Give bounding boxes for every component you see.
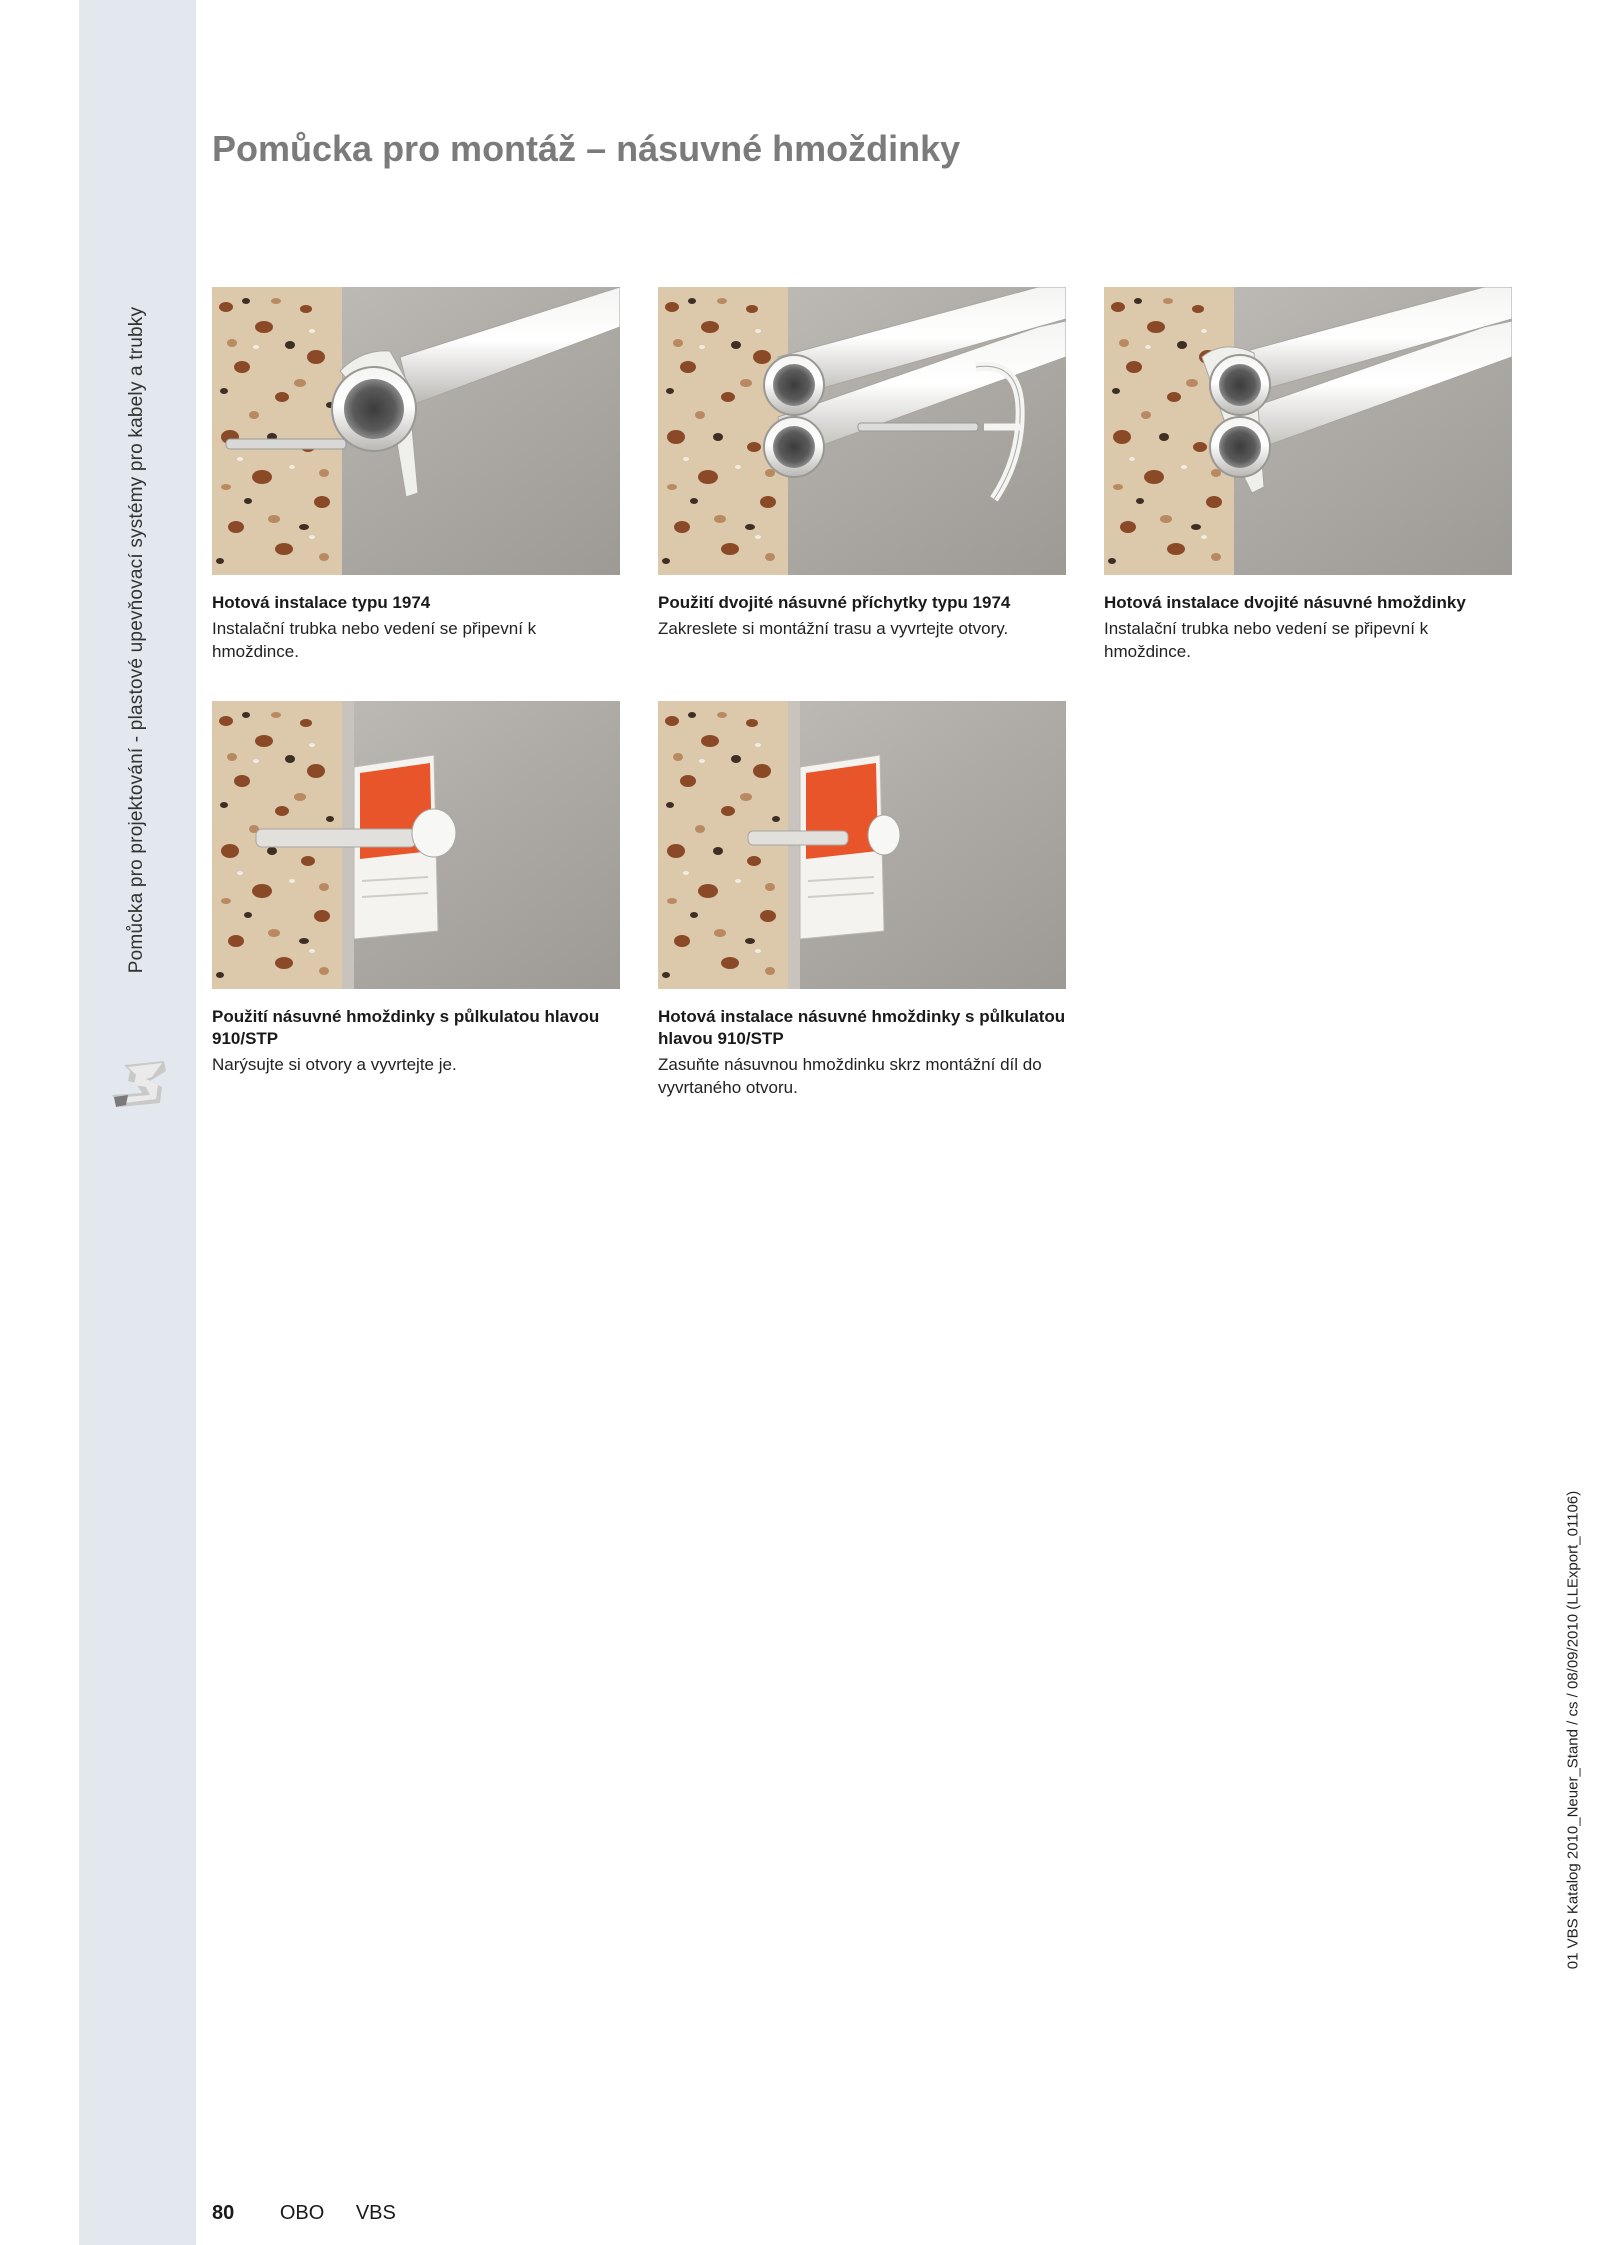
card-text: Instalační trubka nebo vedení se připevní k hmoždince.	[212, 619, 537, 661]
double-clip-drilling-photo	[658, 287, 1066, 575]
section-number-icon	[106, 1057, 172, 1109]
svg-text:3: 3	[106, 1057, 107, 1058]
card-text: Narýsujte si otvory a vyvrtejte je.	[212, 1055, 457, 1074]
instruction-card	[658, 701, 1066, 1099]
page-title: Pomůcka pro montáž – násuvné hmoždinky	[212, 128, 961, 169]
card-text: Zasuňte násuvnou hmoždinku skrz montážní díl do vyvrtaného otvoru.	[658, 1055, 1042, 1097]
dome-head-anchor-drilling-photo	[212, 701, 620, 989]
instruction-card	[658, 287, 1066, 640]
instruction-card	[212, 701, 620, 1076]
catalog-name: VBS	[355, 2202, 396, 2224]
card-heading: Hotová instalace typu 1974	[212, 593, 431, 612]
single-pipe-clip-photo	[212, 287, 620, 575]
double-pipe-clip-photo	[1104, 287, 1512, 575]
dome-head-anchor-installed-photo	[658, 701, 1066, 989]
sidebar-chapter-title: Pomůcka pro projektování - plastové upevňovací systémy pro kabely a trubky	[126, 306, 147, 974]
card-text: Instalační trubka nebo vedení se připevní k hmoždince.	[1104, 619, 1429, 661]
print-imprint: 01 VBS Katalog 2010_Neuer_Stand / cs / 08/09/2010 (LLExport_01106)	[1564, 1490, 1582, 1970]
card-heading: Hotová instalace dvojité násuvné hmoždinky	[1104, 593, 1466, 612]
page-footer	[212, 2202, 396, 2225]
instruction-card	[212, 287, 620, 663]
card-heading: Použití násuvné hmoždinky s půlkulatou hlavou 910/STP	[212, 1007, 600, 1048]
card-text: Zakreslete si montážní trasu a vyvrtejte otvory.	[658, 619, 1009, 638]
instruction-card	[1104, 287, 1512, 663]
card-heading: Použití dvojité násuvné příchytky typu 1974	[658, 593, 1011, 612]
card-heading: Hotová instalace násuvné hmoždinky s půlkulatou hlavou 910/STP	[658, 1007, 1066, 1048]
page-number: 80	[212, 2202, 235, 2224]
brand-name: OBO	[279, 2202, 325, 2224]
